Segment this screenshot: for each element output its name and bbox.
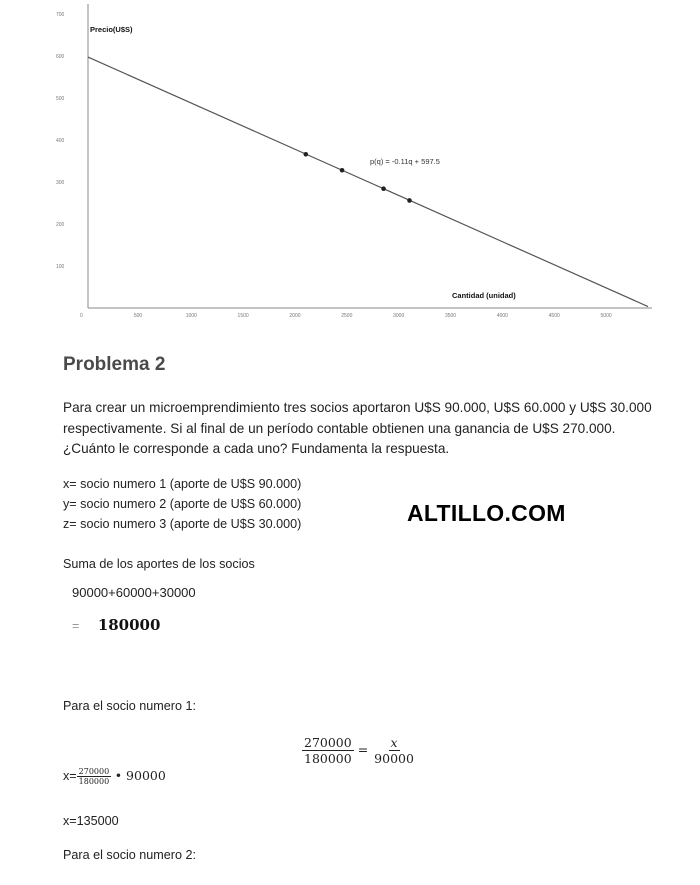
fraction-right-denominator: 90000 [374, 751, 414, 766]
proportion-equals: = [357, 742, 369, 757]
y-tick-labels [56, 12, 65, 270]
y-tick-label: 300 [56, 180, 65, 186]
calc-fraction [77, 767, 112, 786]
x-tick-label: 1500 [237, 313, 249, 319]
y-tick-label: 400 [56, 138, 65, 144]
fraction-left [302, 735, 354, 766]
data-point [381, 186, 386, 191]
definition-y: y= socio numero 2 (aporte de U$S 60.000) [63, 497, 302, 511]
calc-denominator: 180000 [78, 777, 110, 786]
x-tick-label: 5000 [600, 313, 612, 319]
result-partner1: x=135000 [63, 814, 119, 828]
fraction-right-numerator: x [390, 735, 398, 750]
x-axis-label: Cantidad (unidad) [452, 291, 516, 300]
data-point [340, 168, 345, 173]
y-tick-label: 100 [56, 264, 65, 270]
problem-title: Problema 2 [63, 354, 166, 375]
proportion-equation [302, 735, 416, 766]
calc-equation [63, 767, 166, 786]
x-tick-label: 3500 [444, 313, 457, 319]
x-tick-labels [80, 313, 612, 319]
sum-label: Suma de los aportes de los socios [63, 557, 255, 571]
partner1-label: Para el socio numero 1: [63, 699, 197, 713]
calc-numerator: 270000 [78, 767, 110, 776]
data-point [407, 198, 412, 203]
data-point [303, 152, 308, 157]
y-tick-label: 600 [56, 54, 65, 60]
fraction-right [372, 735, 416, 766]
sum-equals-sign: = [72, 619, 80, 633]
problem-statement: Para crear un microemprendimiento tres socios aportaron U$S 90.000, U$S 60.000 y U$S 30.000 respectivamente. Si al final de un período contable obtienen una ganancia de U$S 270.000. ¿Cuánto le corresponde a cada uno? Fundamenta la respuesta. [63, 400, 652, 456]
definition-x: x= socio numero 1 (aporte de U$S 90.000) [63, 477, 302, 491]
calc-lhs: x= [63, 768, 77, 783]
x-tick-label: 3000 [393, 313, 405, 319]
equation-label: p(q) = -0.11q + 597.5 [370, 157, 440, 166]
x-tick-label: 2000 [289, 313, 301, 319]
sum-expression: 90000+60000+30000 [72, 585, 196, 600]
sum-result-row [72, 616, 160, 635]
x-tick-label: 500 [133, 313, 143, 319]
fraction-left-denominator: 180000 [304, 751, 352, 766]
x-tick-label: 0 [80, 313, 83, 319]
fraction-left-numerator: 270000 [304, 735, 352, 750]
x-tick-label: 4000 [496, 313, 508, 319]
calc-rest: • 90000 [114, 767, 166, 783]
sum-result: 180000 [97, 616, 161, 634]
y-tick-label: 700 [56, 12, 65, 18]
definition-z: z= socio numero 3 (aporte de U$S 30.000) [63, 517, 302, 531]
y-axis-label: Precio(U$S) [90, 25, 133, 34]
y-tick-label: 500 [56, 96, 65, 102]
price-demand-chart [0, 0, 700, 330]
partner2-label: Para el socio numero 2: [63, 848, 197, 862]
x-tick-label: 4500 [548, 313, 560, 319]
x-tick-label: 2500 [341, 313, 353, 319]
y-tick-label: 200 [56, 222, 65, 228]
demand-line [88, 57, 648, 306]
x-tick-label: 1000 [185, 313, 197, 319]
watermark-logo: ALTILLO.COM [407, 500, 566, 526]
